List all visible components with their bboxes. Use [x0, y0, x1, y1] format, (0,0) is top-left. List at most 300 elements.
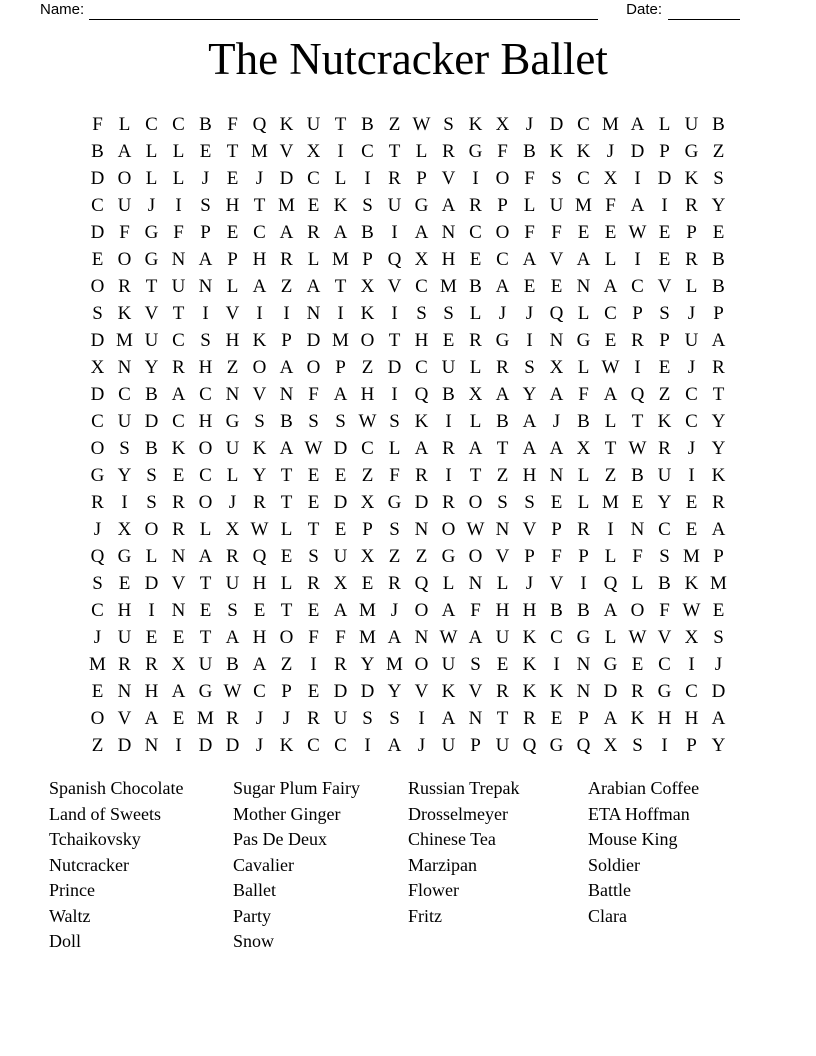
grid-cell: O: [144, 518, 159, 540]
grid-cell: E: [604, 221, 617, 243]
word-list-column: [588, 776, 699, 955]
grid-cell: R: [280, 248, 293, 270]
grid-cell: F: [227, 113, 238, 135]
grid-cell: A: [414, 437, 429, 459]
grid-cell: E: [361, 572, 374, 594]
grid-cell: Q: [522, 734, 537, 756]
grid-cell: A: [333, 383, 348, 405]
grid-cell: V: [441, 167, 456, 189]
grid-cell: B: [145, 383, 158, 405]
grid-cell: C: [172, 410, 185, 432]
grid-cell: Y: [711, 734, 726, 756]
grid-cell: M: [710, 572, 727, 594]
grid-cell: I: [661, 194, 668, 216]
grid-cell: H: [117, 599, 132, 621]
grid-cell: E: [685, 518, 698, 540]
grid-cell: B: [550, 599, 563, 621]
grid-cell: A: [171, 383, 186, 405]
grid-cell: D: [198, 734, 213, 756]
grid-cell: J: [498, 302, 507, 324]
grid-cell: E: [658, 356, 671, 378]
grid-cell: R: [442, 140, 455, 162]
grid-cell: X: [684, 626, 699, 648]
grid-cell: Z: [658, 383, 671, 405]
grid-cell: R: [496, 680, 509, 702]
grid-cell: E: [172, 707, 185, 729]
grid-cell: V: [495, 545, 510, 567]
grid-cell: R: [577, 518, 590, 540]
grid-cell: B: [442, 383, 455, 405]
grid-cell: R: [172, 491, 185, 513]
grid-cell: L: [280, 572, 293, 594]
grid-cell: C: [91, 194, 104, 216]
grid-cell: D: [387, 356, 402, 378]
word-list-column: [233, 776, 408, 955]
word-item: Clara: [588, 905, 627, 926]
grid-cell: B: [361, 113, 374, 135]
name-blank-line: [89, 5, 598, 20]
grid-cell: E: [631, 491, 644, 513]
grid-cell: R: [712, 491, 725, 513]
grid-cell: N: [630, 518, 645, 540]
grid-cell: V: [387, 275, 402, 297]
grid-cell: Z: [415, 545, 428, 567]
grid-cell: N: [441, 221, 456, 243]
grid-cell: Z: [361, 464, 374, 486]
grid-cell: A: [549, 383, 564, 405]
grid-cell: C: [334, 734, 347, 756]
grid-cell: A: [549, 437, 564, 459]
grid-cell: M: [332, 248, 349, 270]
grid-cell: U: [549, 194, 564, 216]
grid-cell: I: [256, 302, 263, 324]
grid-cell: H: [684, 707, 699, 729]
grid-cell: E: [577, 221, 590, 243]
grid-cell: J: [525, 302, 534, 324]
grid-cell: L: [388, 437, 401, 459]
grid-cell: V: [657, 275, 672, 297]
grid-cell: X: [90, 356, 105, 378]
grid-cell: P: [713, 545, 724, 567]
grid-cell: W: [439, 626, 458, 648]
grid-cell: A: [603, 599, 618, 621]
grid-cell: F: [335, 626, 346, 648]
word-item: Cavalier: [233, 854, 294, 875]
grid-cell: C: [469, 221, 482, 243]
grid-cell: H: [225, 194, 240, 216]
grid-cell: W: [466, 518, 485, 540]
grid-cell: O: [198, 437, 213, 459]
grid-cell: L: [415, 140, 428, 162]
grid-cell: E: [199, 140, 212, 162]
grid-cell: X: [603, 167, 618, 189]
grid-cell: V: [117, 707, 132, 729]
grid-cell: M: [197, 707, 214, 729]
date-label: Date:: [626, 1, 662, 18]
grid-cell: K: [252, 437, 267, 459]
grid-cell: G: [549, 734, 564, 756]
grid-cell: G: [117, 545, 132, 567]
grid-cell: B: [577, 410, 590, 432]
grid-cell: I: [634, 248, 641, 270]
grid-cell: D: [279, 167, 294, 189]
grid-cell: E: [199, 599, 212, 621]
grid-cell: Q: [252, 545, 267, 567]
word-item: Marzipan: [408, 854, 477, 875]
grid-cell: J: [417, 734, 426, 756]
word-item: Chinese Tea: [408, 829, 496, 849]
grid-cell: A: [441, 599, 456, 621]
grid-cell: F: [551, 221, 562, 243]
grid-cell: G: [387, 491, 402, 513]
grid-cell: E: [307, 680, 320, 702]
grid-cell: L: [118, 113, 131, 135]
grid-cell: I: [580, 572, 587, 594]
grid-cell: A: [225, 626, 240, 648]
word-item: Fritz: [408, 905, 442, 926]
grid-cell: P: [200, 221, 211, 243]
grid-cell: W: [628, 221, 647, 243]
grid-cell: S: [308, 545, 319, 567]
grid-cell: C: [415, 356, 428, 378]
grid-cell: G: [225, 410, 240, 432]
grid-cell: T: [334, 113, 347, 135]
grid-cell: P: [497, 194, 508, 216]
grid-cell: A: [711, 707, 726, 729]
grid-cell: F: [605, 194, 616, 216]
grid-cell: S: [389, 410, 400, 432]
grid-cell: F: [308, 626, 319, 648]
grid-cell: M: [575, 194, 592, 216]
grid-cell: A: [468, 626, 483, 648]
grid-cell: V: [549, 572, 564, 594]
grid-cell: U: [225, 572, 240, 594]
grid-cell: H: [144, 680, 159, 702]
grid-cell: U: [495, 626, 510, 648]
grid-cell: X: [576, 437, 591, 459]
grid-cell: D: [711, 680, 726, 702]
grid-cell: Y: [360, 653, 375, 675]
grid-cell: R: [523, 707, 536, 729]
grid-cell: E: [550, 275, 563, 297]
grid-cell: E: [685, 491, 698, 513]
grid-cell: K: [684, 572, 699, 594]
grid-cell: P: [362, 248, 373, 270]
grid-cell: M: [359, 599, 376, 621]
word-item: Snow: [233, 931, 275, 951]
grid-cell: C: [658, 518, 671, 540]
grid-cell: J: [93, 518, 102, 540]
grid-cell: V: [468, 680, 483, 702]
grid-cell: V: [279, 140, 294, 162]
grid-cell: E: [712, 599, 725, 621]
grid-cell: O: [495, 221, 510, 243]
grid-cell: S: [659, 545, 670, 567]
grid-cell: I: [553, 653, 560, 675]
grid-cell: P: [686, 221, 697, 243]
word-list: [49, 776, 816, 955]
grid-cell: C: [685, 383, 698, 405]
grid-cell: N: [171, 545, 186, 567]
grid-cell: P: [632, 302, 643, 324]
grid-cell: G: [414, 194, 429, 216]
grid-cell: W: [358, 410, 377, 432]
word-list-column: [408, 776, 588, 955]
grid-cell: L: [226, 464, 239, 486]
grid-cell: Y: [522, 383, 537, 405]
word-list-column: [49, 776, 233, 955]
grid-cell: T: [172, 302, 185, 324]
grid-cell: A: [333, 221, 348, 243]
grid-cell: A: [468, 437, 483, 459]
grid-cell: L: [469, 356, 482, 378]
grid-cell: C: [172, 113, 185, 135]
grid-cell: T: [496, 437, 509, 459]
word-item: Russian Trepak: [408, 778, 520, 798]
grid-cell: I: [310, 653, 317, 675]
grid-cell: Q: [576, 734, 591, 756]
grid-cell: A: [279, 221, 294, 243]
grid-cell: Q: [414, 383, 429, 405]
grid-cell: F: [632, 545, 643, 567]
grid-cell: H: [252, 626, 267, 648]
grid-cell: Z: [712, 140, 725, 162]
grid-cell: A: [414, 221, 429, 243]
grid-cell: A: [495, 383, 510, 405]
grid-cell: N: [549, 464, 564, 486]
grid-cell: Z: [361, 356, 374, 378]
grid-cell: A: [603, 707, 618, 729]
grid-cell: U: [117, 410, 132, 432]
grid-cell: I: [391, 383, 398, 405]
grid-cell: E: [280, 545, 293, 567]
grid-cell: G: [441, 545, 456, 567]
grid-cell: E: [172, 464, 185, 486]
grid-cell: B: [712, 275, 725, 297]
grid-cell: J: [255, 707, 264, 729]
grid-cell: A: [441, 707, 456, 729]
grid-cell: C: [550, 626, 563, 648]
grid-cell: L: [658, 113, 671, 135]
grid-cell: S: [146, 491, 157, 513]
grid-cell: L: [604, 545, 617, 567]
grid-cell: E: [496, 653, 509, 675]
grid-cell: L: [604, 248, 617, 270]
grid-cell: A: [441, 194, 456, 216]
grid-cell: H: [252, 248, 267, 270]
grid-cell: K: [414, 410, 429, 432]
grid-cell: D: [657, 167, 672, 189]
grid-cell: E: [550, 707, 563, 729]
grid-cell: K: [441, 680, 456, 702]
grid-cell: O: [360, 329, 375, 351]
grid-cell: E: [91, 680, 104, 702]
grid-cell: P: [659, 329, 670, 351]
grid-cell: E: [307, 194, 320, 216]
grid-cell: R: [145, 653, 158, 675]
grid-cell: D: [333, 491, 348, 513]
grid-cell: S: [443, 113, 454, 135]
grid-cell: J: [606, 140, 615, 162]
grid-cell: E: [145, 626, 158, 648]
grid-cell: U: [171, 275, 186, 297]
grid-cell: K: [360, 302, 375, 324]
grid-cell: W: [412, 113, 431, 135]
grid-cell: J: [255, 734, 264, 756]
grid-cell: W: [250, 518, 269, 540]
grid-cell: D: [333, 680, 348, 702]
grid-cell: L: [145, 140, 158, 162]
grid-cell: S: [497, 491, 508, 513]
grid-cell: D: [333, 437, 348, 459]
grid-cell: C: [631, 275, 644, 297]
grid-cell: O: [117, 248, 132, 270]
grid-cell: P: [524, 545, 535, 567]
word-item: Soldier: [588, 854, 640, 875]
grid-cell: L: [604, 410, 617, 432]
word-item: Arabian Coffee: [588, 778, 700, 798]
grid-cell: I: [391, 302, 398, 324]
grid-cell: K: [576, 140, 591, 162]
grid-cell: E: [334, 518, 347, 540]
grid-cell: X: [360, 275, 375, 297]
grid-cell: Y: [711, 410, 726, 432]
grid-cell: F: [578, 383, 589, 405]
grid-cell: L: [145, 167, 158, 189]
grid-cell: A: [522, 410, 537, 432]
grid-cell: K: [630, 707, 645, 729]
grid-cell: Y: [711, 437, 726, 459]
grid-cell: X: [171, 653, 186, 675]
grid-cell: R: [469, 194, 482, 216]
grid-cell: L: [226, 275, 239, 297]
grid-cell: P: [713, 302, 724, 324]
grid-cell: A: [198, 248, 213, 270]
grid-cell: S: [92, 302, 103, 324]
grid-cell: S: [389, 518, 400, 540]
grid-cell: T: [469, 464, 482, 486]
grid-cell: K: [684, 167, 699, 189]
grid-cell: Y: [387, 680, 402, 702]
grid-cell: H: [225, 329, 240, 351]
grid-cell: P: [686, 734, 697, 756]
grid-cell: A: [603, 383, 618, 405]
grid-cell: B: [469, 275, 482, 297]
word-item: Spanish Chocolate: [49, 778, 184, 798]
grid-cell: J: [714, 653, 723, 675]
grid-cell: O: [90, 275, 105, 297]
grid-cell: L: [307, 248, 320, 270]
grid-cell: N: [576, 653, 591, 675]
grid-cell: I: [364, 734, 371, 756]
grid-cell: H: [657, 707, 672, 729]
grid-cell: N: [414, 626, 429, 648]
grid-cell: E: [658, 221, 671, 243]
grid-cell: J: [201, 167, 210, 189]
grid-cell: T: [334, 275, 347, 297]
grid-cell: A: [711, 518, 726, 540]
grid-cell: O: [414, 653, 429, 675]
grid-cell: J: [228, 491, 237, 513]
grid-cell: E: [550, 491, 563, 513]
grid-cell: I: [418, 707, 425, 729]
grid-cell: S: [470, 653, 481, 675]
grid-cell: M: [116, 329, 133, 351]
grid-cell: V: [549, 248, 564, 270]
grid-cell: K: [333, 194, 348, 216]
grid-cell: C: [685, 410, 698, 432]
grid-cell: R: [415, 464, 428, 486]
grid-cell: P: [551, 518, 562, 540]
grid-cell: L: [172, 167, 185, 189]
grid-cell: N: [171, 248, 186, 270]
grid-cell: O: [90, 707, 105, 729]
grid-cell: T: [145, 275, 158, 297]
grid-cell: E: [91, 248, 104, 270]
grid-cell: S: [200, 329, 211, 351]
grid-cell: G: [684, 140, 699, 162]
grid-cell: C: [361, 140, 374, 162]
grid-cell: T: [253, 194, 266, 216]
grid-cell: K: [279, 113, 294, 135]
grid-cell: G: [90, 464, 105, 486]
grid-cell: F: [308, 383, 319, 405]
grid-cell: B: [712, 248, 725, 270]
grid-cell: A: [630, 194, 645, 216]
grid-cell: O: [468, 545, 483, 567]
grid-cell: Y: [144, 356, 159, 378]
grid-cell: O: [441, 518, 456, 540]
grid-cell: T: [280, 491, 293, 513]
grid-cell: O: [198, 491, 213, 513]
grid-cell: T: [496, 707, 509, 729]
grid-cell: L: [334, 167, 347, 189]
grid-cell: X: [333, 572, 348, 594]
grid-cell: N: [468, 707, 483, 729]
grid-cell: I: [688, 464, 695, 486]
grid-cell: S: [119, 437, 130, 459]
word-item: Party: [233, 905, 271, 926]
grid-cell: E: [334, 464, 347, 486]
grid-cell: D: [306, 329, 321, 351]
grid-cell: C: [307, 734, 320, 756]
grid-cell: U: [495, 734, 510, 756]
grid-cell: B: [361, 221, 374, 243]
grid-cell: O: [117, 167, 132, 189]
grid-cell: G: [144, 248, 159, 270]
grid-cell: S: [146, 464, 157, 486]
grid-cell: R: [685, 248, 698, 270]
grid-cell: J: [390, 599, 399, 621]
grid-cell: S: [713, 167, 724, 189]
grid-cell: N: [171, 599, 186, 621]
grid-cell: S: [335, 410, 346, 432]
grid-cell: W: [628, 437, 647, 459]
grid-cell: O: [252, 356, 267, 378]
grid-cell: M: [602, 113, 619, 135]
grid-cell: J: [687, 356, 696, 378]
grid-cell: S: [362, 707, 373, 729]
grid-cell: F: [524, 167, 535, 189]
grid-cell: S: [200, 194, 211, 216]
grid-cell: N: [117, 680, 132, 702]
grid-cell: T: [199, 626, 212, 648]
grid-cell: U: [198, 653, 213, 675]
grid-cell: A: [117, 140, 132, 162]
grid-cell: A: [576, 248, 591, 270]
grid-cell: H: [522, 599, 537, 621]
grid-cell: G: [198, 680, 213, 702]
